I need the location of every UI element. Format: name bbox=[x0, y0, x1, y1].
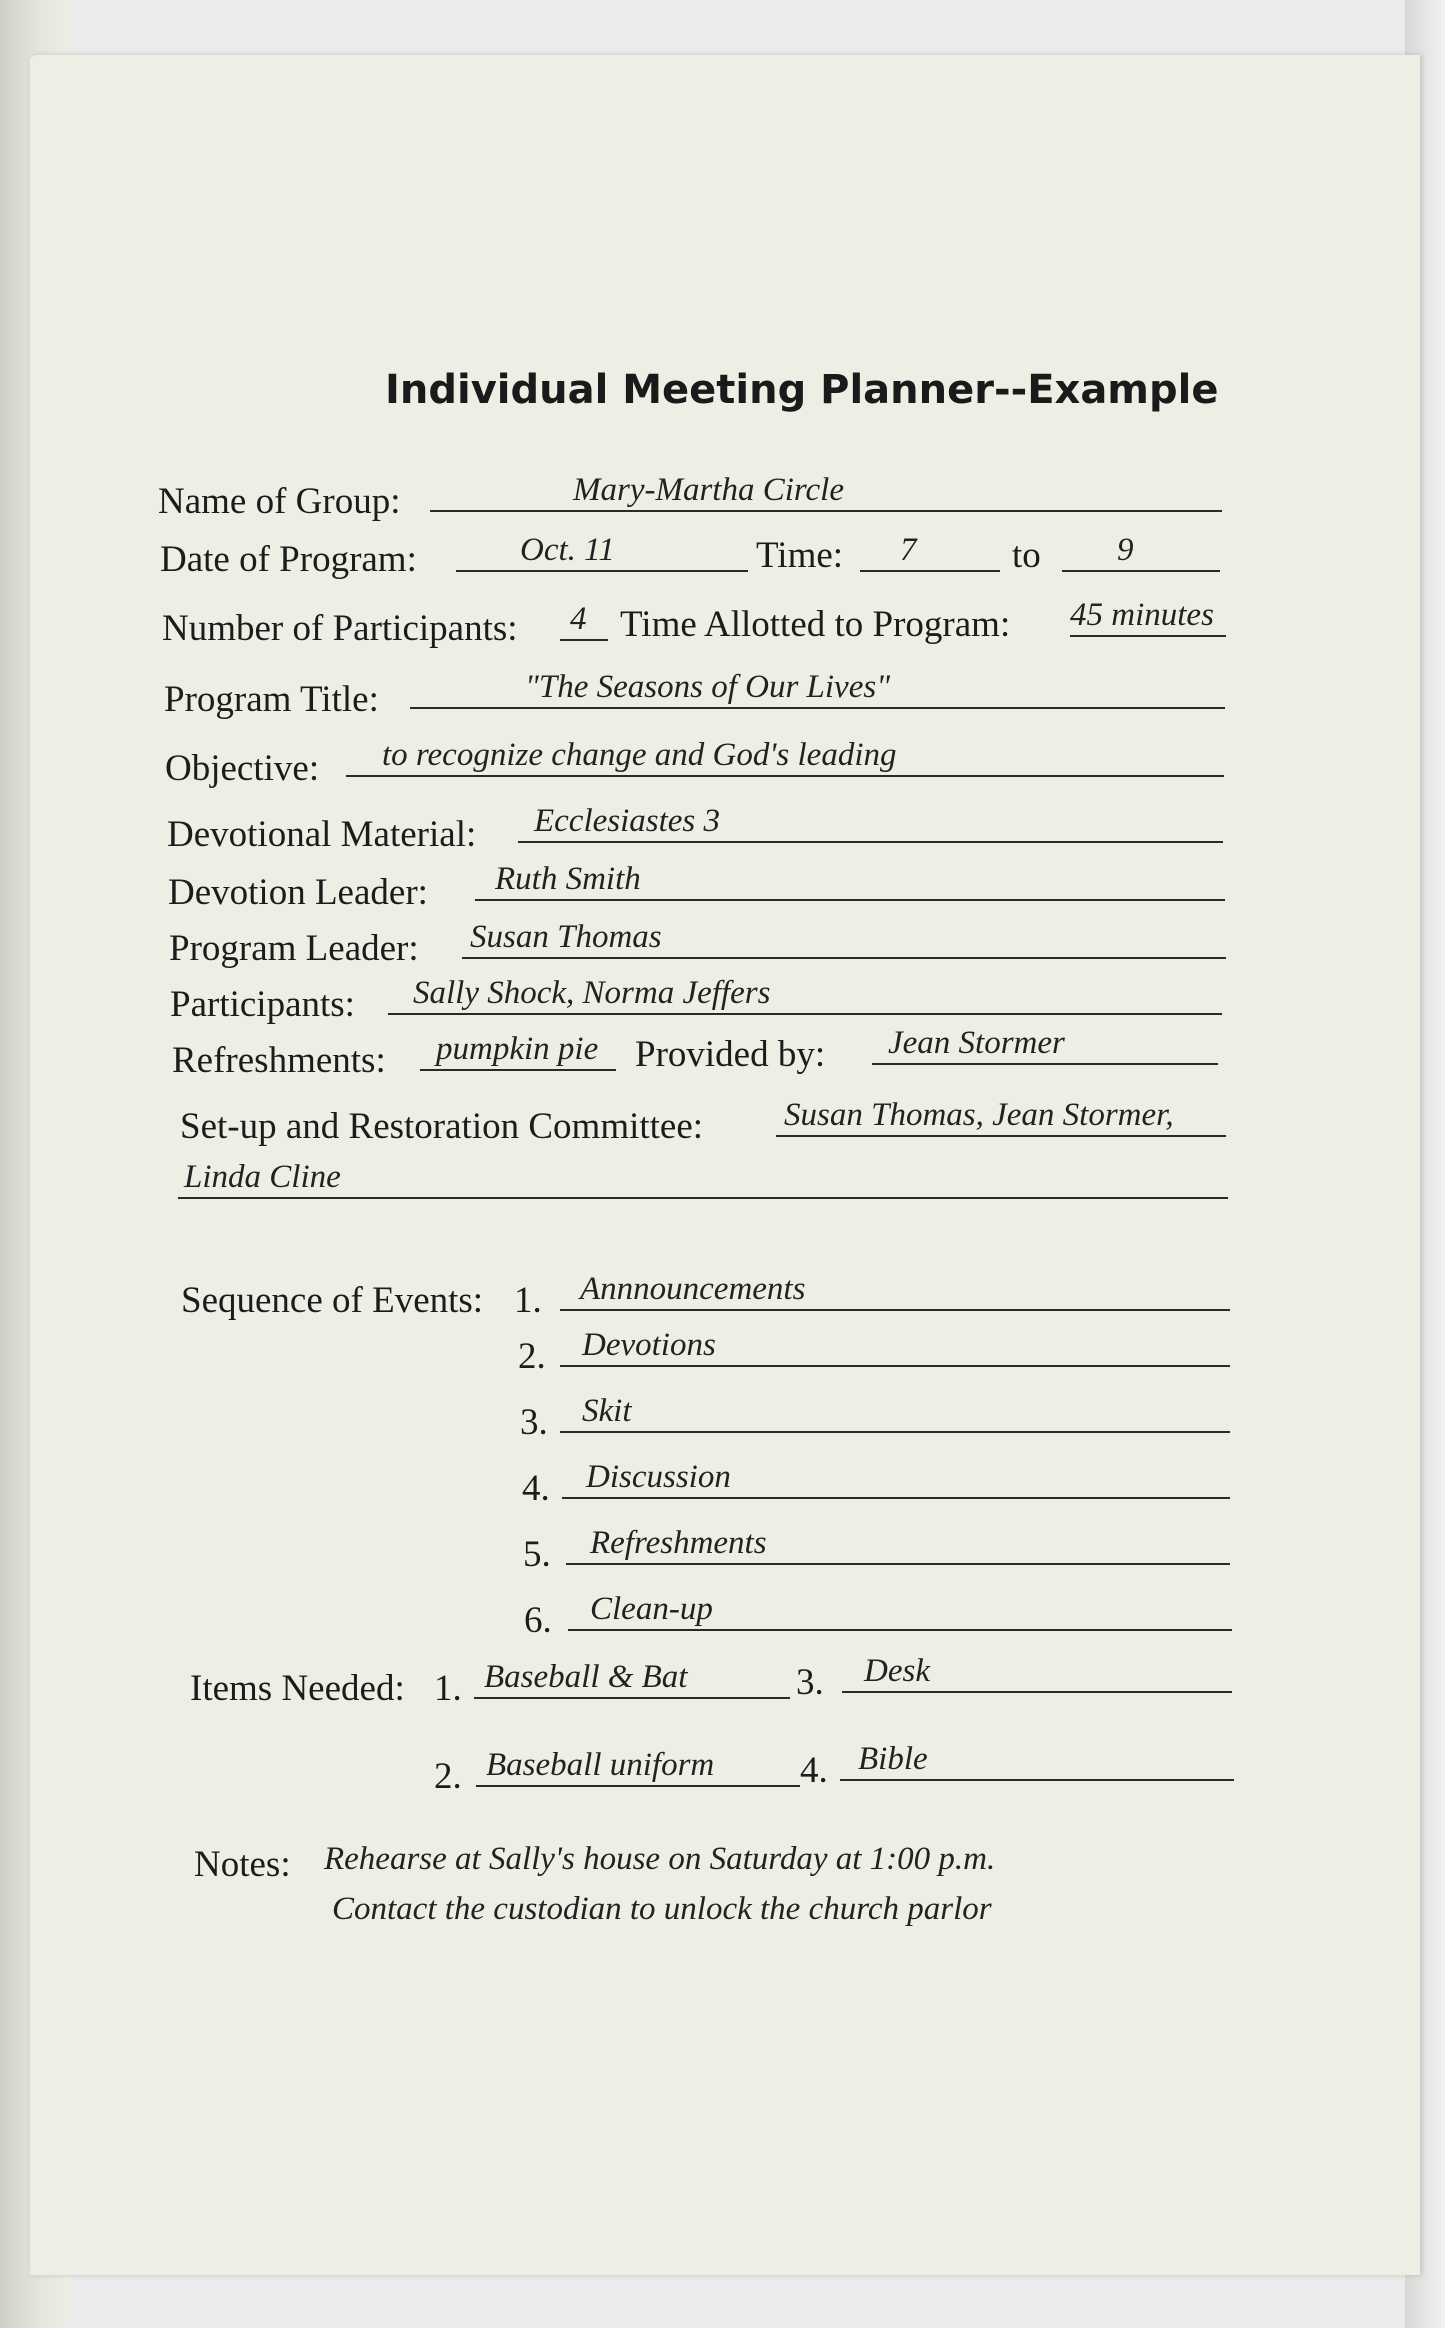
program-title-label: Program Title: bbox=[164, 679, 379, 720]
objective-value: to recognize change and God's leading bbox=[382, 737, 897, 773]
time-allotted-value: 45 minutes bbox=[1070, 597, 1214, 633]
items-needed-text: Baseball & Bat bbox=[484, 1659, 688, 1695]
sequence-num: 3. bbox=[520, 1402, 548, 1443]
sequence-item-text: Skit bbox=[582, 1393, 632, 1429]
to-label: to bbox=[1012, 535, 1041, 576]
items-needed-num: 4. bbox=[800, 1750, 828, 1791]
page-title: Individual Meeting Planner--Example bbox=[385, 367, 1219, 413]
time-label: Time: bbox=[756, 535, 844, 576]
participants-count-label: Number of Participants: bbox=[162, 608, 518, 649]
items-needed-num: 3. bbox=[796, 1662, 824, 1703]
date-label: Date of Program: bbox=[160, 539, 417, 580]
notes-label: Notes: bbox=[194, 1844, 291, 1885]
items-needed-label: Items Needed: bbox=[190, 1668, 405, 1709]
items-needed-item bbox=[840, 1739, 1234, 1781]
time-start-value: 7 bbox=[900, 532, 917, 568]
sequence-num: 4. bbox=[522, 1468, 550, 1509]
time-allotted-field bbox=[1070, 595, 1226, 637]
participants-value: Sally Shock, Norma Jeffers bbox=[413, 975, 771, 1011]
program-title-field bbox=[410, 667, 1225, 709]
objective-label: Objective: bbox=[165, 748, 320, 789]
setup-label: Set-up and Restoration Committee: bbox=[180, 1106, 704, 1147]
notes-line-2: Contact the custodian to unlock the church parlor bbox=[332, 1891, 992, 1927]
devotional-field bbox=[518, 801, 1223, 843]
items-needed-num: 2. bbox=[434, 1756, 462, 1797]
sequence-item-text: Clean-up bbox=[590, 1591, 713, 1627]
setup-field-1 bbox=[776, 1095, 1226, 1137]
time-allotted-label: Time Allotted to Program: bbox=[620, 604, 1011, 645]
program-leader-label: Program Leader: bbox=[169, 928, 419, 969]
participants-count-field bbox=[560, 599, 608, 641]
sequence-item bbox=[560, 1325, 1230, 1367]
sequence-item bbox=[560, 1269, 1230, 1311]
refreshments-label: Refreshments: bbox=[172, 1040, 386, 1081]
participants-field bbox=[388, 973, 1222, 1015]
refreshments-field bbox=[420, 1029, 616, 1071]
sequence-item-text: Annnouncements bbox=[580, 1271, 806, 1307]
devotional-label: Devotional Material: bbox=[167, 814, 477, 855]
objective-field bbox=[346, 735, 1224, 777]
items-needed-text: Baseball uniform bbox=[486, 1747, 715, 1783]
date-value: Oct. 11 bbox=[520, 532, 615, 568]
participants-label: Participants: bbox=[170, 984, 355, 1025]
sequence-item-text: Refreshments bbox=[590, 1525, 767, 1561]
refreshments-value: pumpkin pie bbox=[436, 1031, 599, 1067]
provided-by-value: Jean Stormer bbox=[888, 1025, 1065, 1061]
sequence-num: 2. bbox=[518, 1336, 546, 1377]
sequence-item bbox=[568, 1589, 1232, 1631]
program-leader-field bbox=[462, 917, 1226, 959]
setup-field-2 bbox=[178, 1157, 1228, 1199]
group-value: Mary-Martha Circle bbox=[573, 472, 844, 508]
devotion-leader-label: Devotion Leader: bbox=[168, 872, 428, 913]
devotional-value: Ecclesiastes 3 bbox=[534, 803, 721, 839]
sequence-item bbox=[560, 1391, 1230, 1433]
book-page bbox=[30, 55, 1420, 2275]
program-leader-value: Susan Thomas bbox=[470, 919, 662, 955]
items-needed-text: Bible bbox=[858, 1741, 928, 1777]
group-label: Name of Group: bbox=[158, 481, 401, 522]
date-field bbox=[456, 530, 748, 572]
items-needed-item bbox=[474, 1657, 790, 1699]
participants-count-value: 4 bbox=[570, 601, 587, 637]
sequence-num: 1. bbox=[514, 1280, 542, 1321]
sequence-item-text: Discussion bbox=[586, 1459, 731, 1495]
setup-value-2: Linda Cline bbox=[184, 1159, 341, 1195]
time-end-field bbox=[1062, 530, 1220, 572]
notes-line-1: Rehearse at Sally's house on Saturday at 1:00 p.m. bbox=[324, 1841, 996, 1877]
provided-by-label: Provided by: bbox=[635, 1034, 826, 1075]
setup-value-1: Susan Thomas, Jean Stormer, bbox=[784, 1097, 1174, 1133]
time-end-value: 9 bbox=[1117, 532, 1134, 568]
sequence-item-text: Devotions bbox=[582, 1327, 716, 1363]
program-title-value: "The Seasons of Our Lives" bbox=[525, 669, 891, 705]
time-start-field bbox=[860, 530, 1000, 572]
items-needed-num: 1. bbox=[434, 1668, 462, 1709]
sequence-num: 6. bbox=[524, 1600, 552, 1641]
items-needed-item bbox=[476, 1745, 800, 1787]
devotion-leader-field bbox=[475, 859, 1225, 901]
items-needed-text: Desk bbox=[864, 1653, 930, 1689]
items-needed-item bbox=[842, 1651, 1232, 1693]
devotion-leader-value: Ruth Smith bbox=[495, 861, 641, 897]
sequence-item bbox=[566, 1523, 1230, 1565]
sequence-num: 5. bbox=[523, 1534, 551, 1575]
provided-by-field bbox=[872, 1023, 1218, 1065]
group-field bbox=[430, 470, 1222, 512]
sequence-item bbox=[562, 1457, 1230, 1499]
sequence-label: Sequence of Events: bbox=[181, 1280, 484, 1321]
